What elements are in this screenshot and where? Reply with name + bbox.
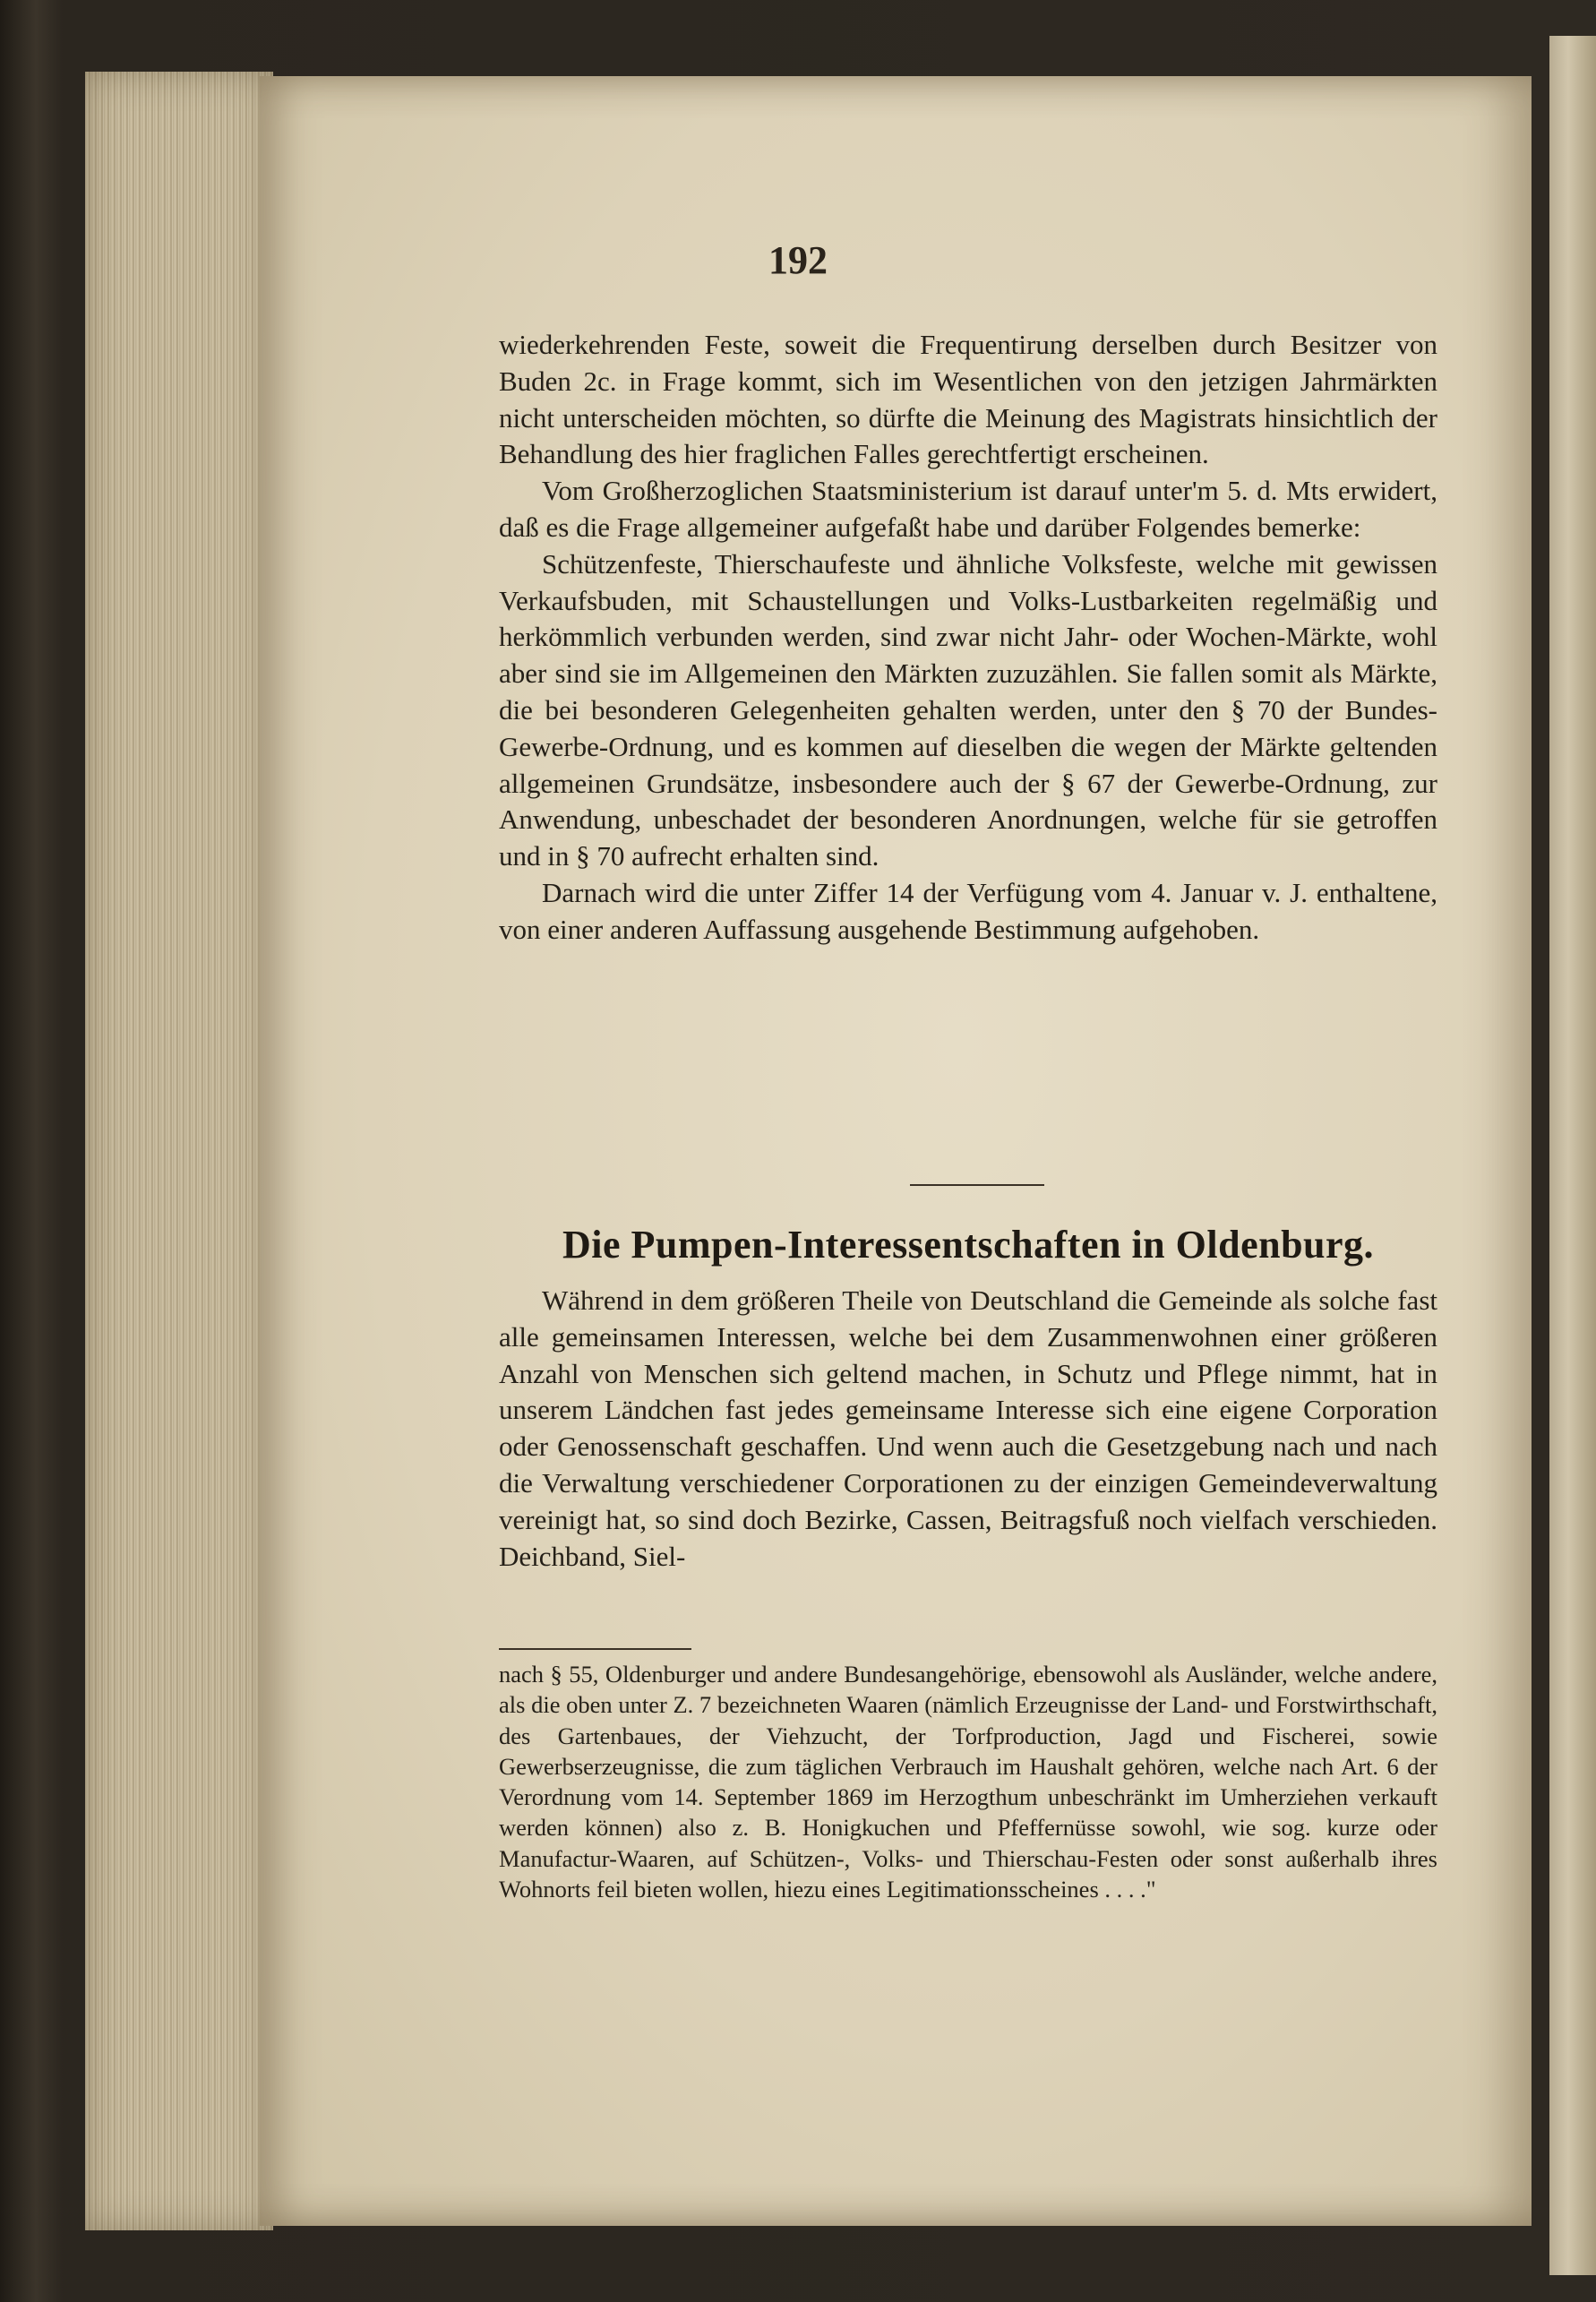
section-paragraph: Während in dem größeren Theile von Deutschland die Gemeinde als solche fast alle gemeinsamen Interessen, welche bei dem Zusammenwohnen einer größeren Anzahl von Menschen sich geltend machen, in Schutz und Pflege nimmt, hat in unserem Ländchen fast jedes gemeinsame Interesse sich eine eigene Corporation oder Genossenschaft geschaffen. Und wenn auch die Gesetzgebung nach und nach die Verwaltung verschiedener Corporationen zu der einzigen Gemeindeverwaltung vereinigt hat, so sind doch Bezirke, Cassen, Beitragsfuß noch vielfach verschieden. Deichband, Siel- [499, 1284, 1437, 1572]
body-paragraph: Darnach wird die unter Ziffer 14 der Verfügung vom 4. Januar v. J. enthaltene, von einer anderen Auffassung ausgehende Bestimmung aufgehoben. [499, 876, 1437, 945]
page-edges [85, 72, 273, 2230]
footnote-divider [499, 1648, 691, 1650]
cover-board [1549, 36, 1596, 2275]
body-paragraph: wiederkehrenden Feste, soweit die Frequentirung derselben durch Besitzer von Buden 2c. in Frage kommt, sich im Wesentlichen von den jetzigen Jahrmärkten nicht unterscheiden möchten, so dürfte die Meinung des Magistrats hinsichtlich der Behandlung des hier fraglichen Falles gerechtfertigt erscheinen. [499, 329, 1437, 470]
body-paragraph: Schützenfeste, Thierschaufeste und ähnliche Volksfeste, welche mit gewissen Verkaufsbuden, mit Schaustellungen und Volks-Lustbarkeiten regelmäßig und herkömmlich verbunden werden, sind zwar nicht Jahr- oder Wochen-Märkte, wohl aber sind sie im Allgemeinen den Märkten zuzuzählen. Sie fallen somit als Märkte, die bei besonderen Gelegenheiten gehalten werden, unter den § 70 der Bundes-Gewerbe-Ordnung, und es kommen auf dieselben die wegen der Märkte geltenden allgemeinen Grundsätze, insbesondere auch der § 67 der Gewerbe-Ordnung, zur Anwendung, unbeschadet der besonderen Anordnungen, welche für sie getroffen und in § 70 aufrecht erhalten sind. [499, 547, 1437, 872]
section-text [499, 1283, 1437, 1575]
body-text [499, 327, 1437, 949]
section-heading: Die Pumpen-Interessentschaften in Oldenburg. [562, 1223, 1375, 1267]
section-divider [910, 1184, 1044, 1186]
body-paragraph: Vom Großherzoglichen Staatsministerium ist darauf unter'm 5. d. Mts erwidert, daß es die Frage allgemeiner aufgefaßt habe und darüber Folgendes bemerke: [499, 475, 1437, 543]
footnote-paragraph: nach § 55, Oldenburger und andere Bundesangehörige, ebensowohl als Ausländer, welche andere, als die oben unter Z. 7 bezeichneten Waaren (nämlich Erzeugnisse der Land- und Forstwirthschaft, des Gartenbaues, der Viehzucht, der Torfproduction, Jagd und Fischerei, sowie Gewerbserzeugnisse, die zum täglichen Verbrauch im Haushalt gehören, welche nach Art. 6 der Verordnung vom 14. September 1869 im Herzogthum unbeschränkt im Umherziehen verkauft werden können) also z. B. Honigkuchen und Pfeffernüsse sowohl, wie sog. kurze oder Manufactur-Waaren, auf Schützen-, Volks- und Thierschau-Festen oder sonst außerhalb ihres Wohnorts feil bieten wollen, hiezu eines Legitimationsscheines . . . ." [499, 1661, 1437, 1903]
page-number: 192 [768, 238, 828, 282]
footnote [499, 1659, 1437, 1904]
